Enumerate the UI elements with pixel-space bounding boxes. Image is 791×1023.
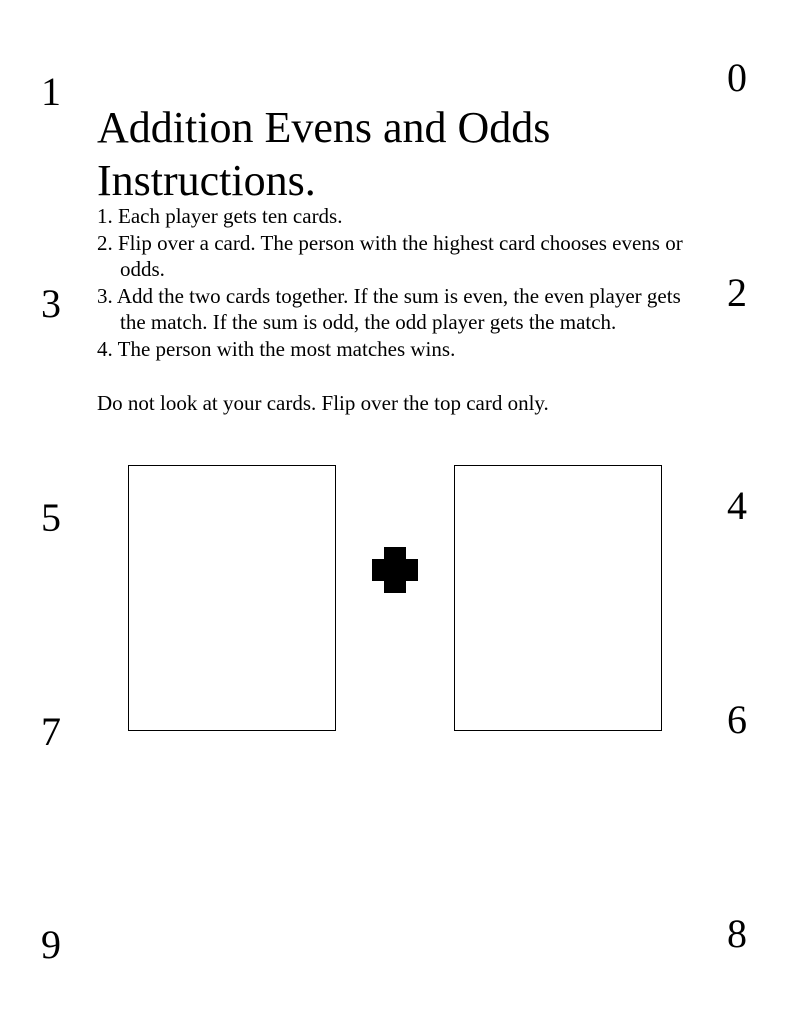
instruction-step-2: 2. Flip over a card. The person with the highest card chooses evens or odds. [97, 230, 683, 282]
plus-icon [371, 546, 419, 594]
title-line-2: Instructions. [97, 156, 316, 205]
instructions-list [97, 203, 697, 363]
side-number-left-5: 5 [41, 495, 61, 540]
side-number-right-4: 4 [727, 483, 747, 528]
instructions-note: Do not look at your cards. Flip over the top card only. [97, 391, 549, 415]
instruction-step-1: 1. Each player gets ten cards. [97, 204, 343, 228]
side-number-right-6: 6 [727, 697, 747, 742]
instruction-step-4: 4. The person with the most matches wins. [97, 336, 456, 361]
title-line-1: Addition Evens and Odds [97, 103, 551, 152]
page-title [97, 101, 697, 207]
side-number-right-0: 0 [727, 55, 747, 100]
side-number-left-1: 1 [41, 69, 61, 114]
side-number-left-9: 9 [41, 922, 61, 967]
card-slot-left [128, 465, 336, 731]
side-number-right-8: 8 [727, 911, 747, 956]
instruction-step-3: 3. Add the two cards together. If the sum is even, the even player gets the match. If the sum is odd, the odd player gets the match. [97, 283, 681, 335]
card-slot-right [454, 465, 662, 731]
side-number-left-7: 7 [41, 709, 61, 754]
side-number-right-2: 2 [727, 270, 747, 315]
side-number-left-3: 3 [41, 281, 61, 326]
